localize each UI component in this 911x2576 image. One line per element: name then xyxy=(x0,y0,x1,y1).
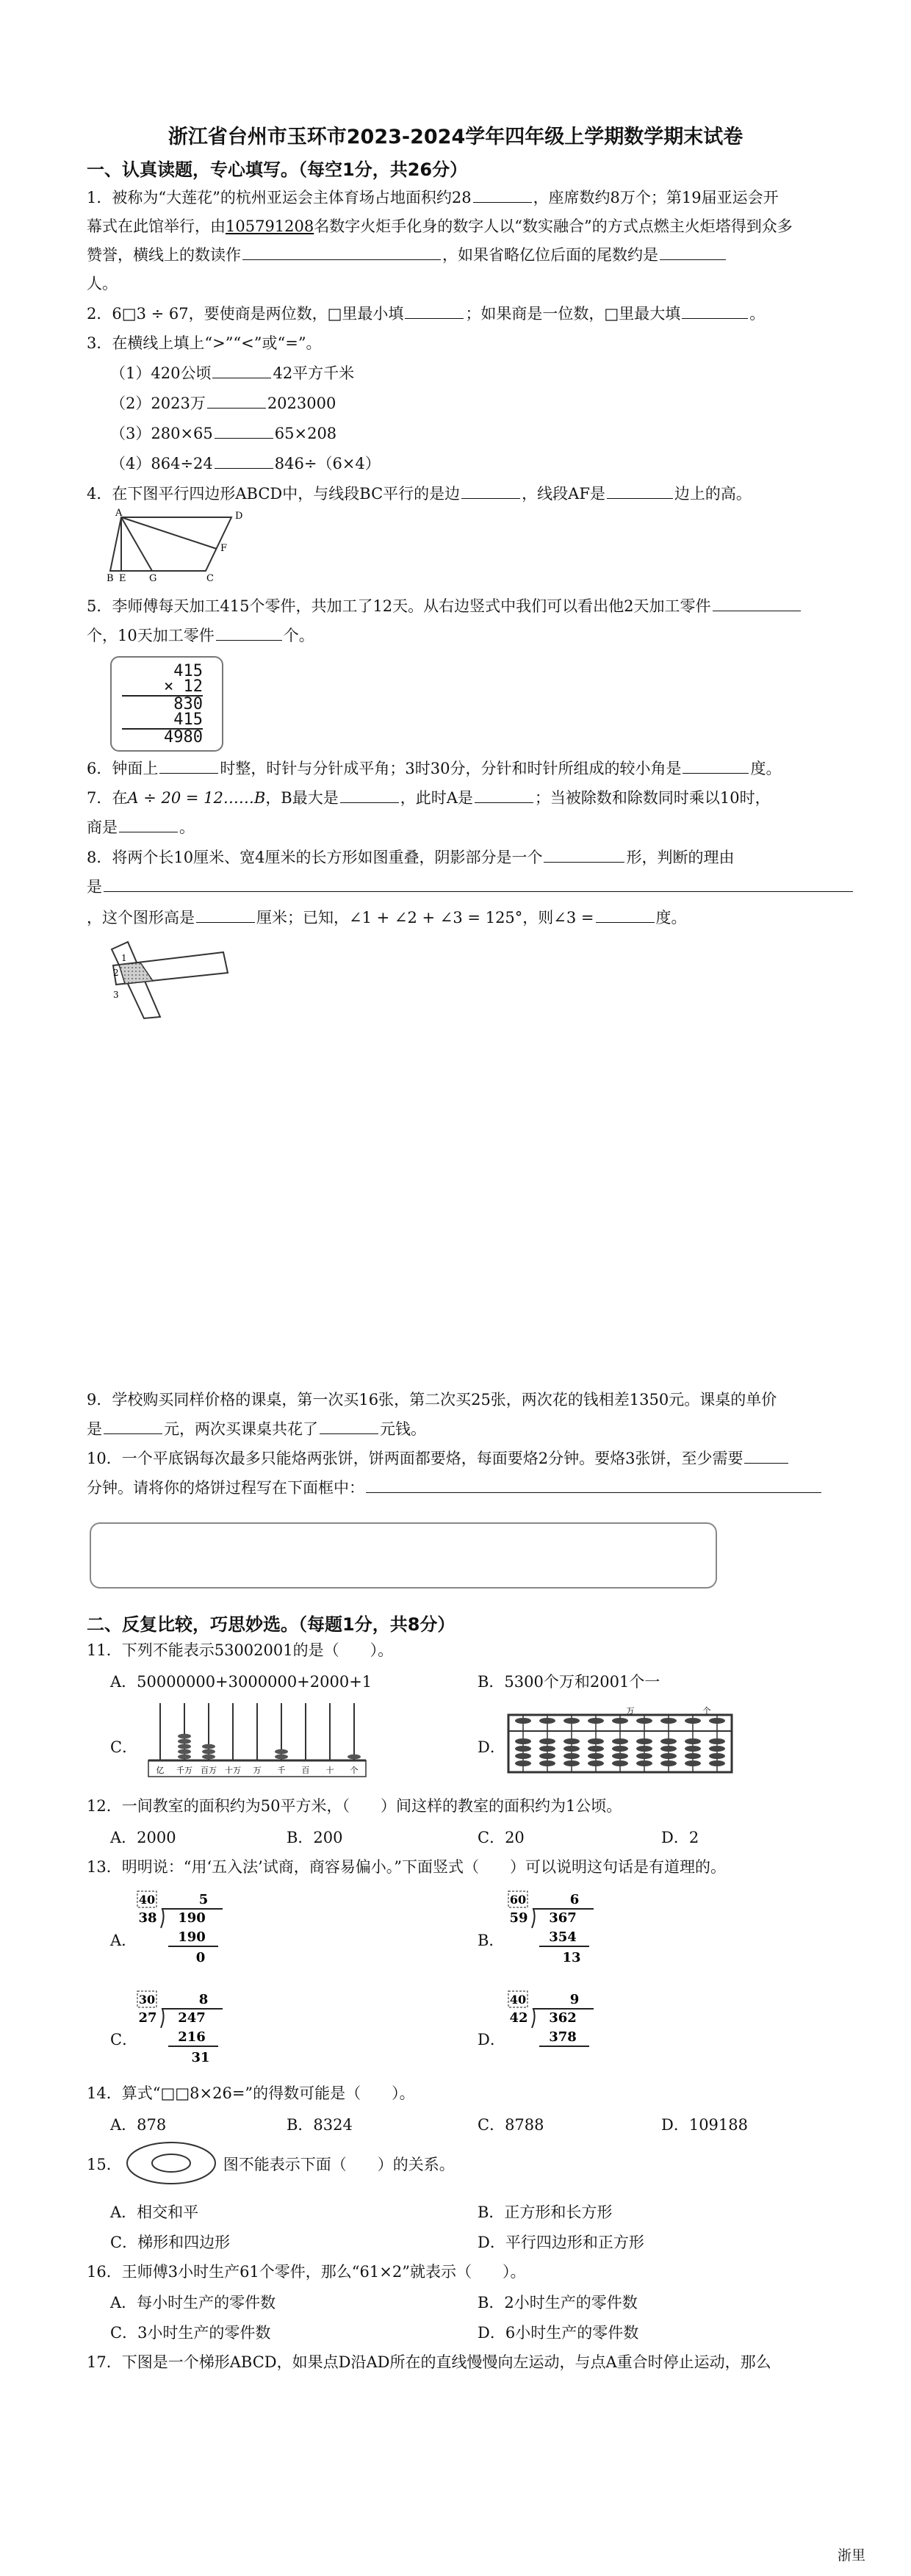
question-16-stem: 16．王师傅3小时生产61个零件，那么“61×2”就表示（ ）。 xyxy=(87,2263,526,2281)
suanpan-lower-bead xyxy=(515,1753,531,1759)
suanpan-lower-bead xyxy=(588,1760,604,1766)
abacus-place-label: 百 xyxy=(301,1766,310,1775)
abacus-bead xyxy=(178,1755,191,1760)
abacus-bead xyxy=(202,1755,215,1760)
suanpan-lower-bead xyxy=(515,1738,531,1744)
calc-line: 830 xyxy=(122,695,203,712)
q1-text: 幕式在此馆举行，由 xyxy=(87,217,226,235)
abacus-bead xyxy=(178,1744,191,1749)
q10-blank-1[interactable] xyxy=(744,1448,788,1464)
q7-text: ，此时A是 xyxy=(400,789,473,807)
q7-blank-3[interactable] xyxy=(119,817,178,832)
question-5-line-2 xyxy=(87,625,862,647)
dividend: 367 xyxy=(549,1910,577,1926)
q12-option-b[interactable]: B．200 xyxy=(287,1829,343,1846)
q15-option-c[interactable]: C．梯形和四边形 xyxy=(110,2234,231,2251)
suanpan-lower-bead xyxy=(612,1753,628,1759)
q5-text: 5．李师傅每天加工415个零件，共加工了12天。从右边竖式中我们可以看出他2天加工零件 xyxy=(87,597,711,615)
q7-text: ，B最大是 xyxy=(265,789,339,807)
calc-line: 415 xyxy=(173,710,203,729)
q12-option-c[interactable]: C．20 xyxy=(478,1829,525,1846)
question-5-line-1 xyxy=(87,595,862,617)
q3-blank-3[interactable] xyxy=(215,423,273,439)
suanpan-upper-bead xyxy=(636,1718,652,1724)
vertical-multiplication-box xyxy=(110,656,223,752)
q15-text: 15． xyxy=(87,2156,122,2173)
question-8-line-3 xyxy=(87,907,862,929)
q7-text: ；当被除数和除数同时乘以10时， xyxy=(534,789,771,807)
suanpan-lower-bead xyxy=(515,1746,531,1752)
suanpan-lower-bead xyxy=(660,1760,677,1766)
suanpan-lower-bead xyxy=(612,1760,628,1766)
suanpan-lower-bead xyxy=(539,1753,555,1759)
suanpan-lower-bead xyxy=(515,1760,531,1766)
parallelogram-figure xyxy=(107,508,261,582)
question-6 xyxy=(87,758,862,780)
suanpan-upper-bead xyxy=(515,1718,531,1724)
suanpan-lower-bead xyxy=(588,1738,604,1744)
suanpan-lower-bead xyxy=(539,1738,555,1744)
q10-text: 10．一个平底锅每次最多只能烙两张饼，饼两面都要烙，每面要烙2分钟。要烙3张饼，至少需要 xyxy=(87,1450,743,1467)
suanpan-lower-bead xyxy=(588,1753,604,1759)
q14-option-a[interactable]: A．878 xyxy=(110,2116,167,2134)
q3-blank-4[interactable] xyxy=(215,453,273,469)
q3-item-text: （2）2023万 xyxy=(110,395,206,412)
q3-item-text: 2023000 xyxy=(267,395,336,412)
q11-option-d[interactable]: D． xyxy=(478,1738,505,1756)
point-label: G xyxy=(149,573,157,582)
q2-blank-1[interactable] xyxy=(405,303,464,319)
q14-option-b[interactable]: B．8324 xyxy=(287,2116,353,2134)
q13-option-c[interactable]: C． xyxy=(110,2031,138,2048)
quotient: 8 xyxy=(198,1992,209,2007)
division-a xyxy=(136,1890,231,1971)
suanpan-lower-bead xyxy=(660,1738,677,1744)
suanpan-lower-bead xyxy=(660,1753,677,1759)
q8-text: 度。 xyxy=(655,909,687,927)
trial-quotient: 30 xyxy=(138,1993,156,2007)
q9-text: 是 xyxy=(87,1420,102,1438)
question-1-line-2 xyxy=(87,215,862,237)
angle-label: 1 xyxy=(121,953,127,963)
q11-option-a[interactable]: A．50000000+3000000+2000+1 xyxy=(110,1673,372,1691)
section-2-heading: 二、反复比较，巧思妙选。（每题1分，共8分） xyxy=(87,1614,455,1635)
abacus-place-label: 十 xyxy=(325,1766,334,1775)
q11-option-b[interactable]: B．5300个万和2001个一 xyxy=(478,1673,660,1691)
q6-text: 度。 xyxy=(750,760,782,777)
q7-expression: A ÷ 20 = 12……B xyxy=(127,789,266,807)
question-10-line-1 xyxy=(87,1447,862,1469)
q3-item-text: 65×208 xyxy=(274,425,337,442)
q3-item-text: （1）420公顷 xyxy=(110,364,212,382)
q5-text: 个，10天加工零件 xyxy=(87,627,215,644)
point-label: C xyxy=(206,573,214,582)
question-9-line-1: 9．学校购买同样价格的课桌，第一次买16张，第二次买25张，两次花的钱相差1350元。课桌的单价 xyxy=(87,1391,777,1408)
q11-option-c[interactable]: C． xyxy=(110,1738,138,1756)
q5-blank-2[interactable] xyxy=(216,625,282,641)
counting-abacus-figure xyxy=(147,1699,367,1778)
dividend: 190 xyxy=(178,1910,206,1926)
suanpan-lower-bead xyxy=(709,1746,725,1752)
question-11-stem: 11．下列不能表示53002001的是（ ）。 xyxy=(87,1641,394,1659)
q8-blank-2[interactable] xyxy=(196,907,255,923)
suanpan-upper-bead xyxy=(612,1718,628,1724)
q1-blank-2[interactable] xyxy=(242,245,441,260)
q4-text: 4．在下图平行四边形ABCD中，与线段BC平行的是边 xyxy=(87,485,461,503)
q6-text: 6．钟面上 xyxy=(87,760,159,777)
answer-box[interactable] xyxy=(90,1522,717,1589)
q16-option-a[interactable]: A．每小时生产的零件数 xyxy=(110,2294,276,2311)
abacus-bead xyxy=(178,1749,191,1755)
q1-number: 105791208 xyxy=(226,217,314,235)
q8-text: 厘米；已知，∠1 + ∠2 + ∠3 = 125°，则∠3 = xyxy=(256,909,594,927)
q9-blank-1[interactable] xyxy=(104,1419,162,1434)
question-13-stem: 13．明明说：“用‘五入法’试商，商容易偏小。”下面竖式（ ）可以说明这句话是有道理的。 xyxy=(87,1858,727,1876)
dividend: 362 xyxy=(549,2010,577,2026)
abacus-bead xyxy=(275,1755,288,1760)
q2-text: 。 xyxy=(749,305,766,323)
suanpan-lower-bead xyxy=(709,1753,725,1759)
suanpan-lower-bead xyxy=(709,1760,725,1766)
q8-blank-reason[interactable] xyxy=(104,877,853,892)
suanpan-upper-bead xyxy=(539,1718,555,1724)
suanpan-lower-bead xyxy=(636,1738,652,1744)
divisor: 42 xyxy=(509,2010,528,2026)
abacus-bead xyxy=(348,1755,361,1760)
q12-option-a[interactable]: A．2000 xyxy=(110,1829,176,1846)
q4-blank-1[interactable] xyxy=(461,483,520,499)
question-3-stem: 3．在横线上填上“>”“<”或“=”。 xyxy=(87,334,322,352)
q14-option-c[interactable]: C．8788 xyxy=(478,2116,544,2134)
suanpan-lower-bead xyxy=(563,1746,580,1752)
q7-blank-2[interactable] xyxy=(475,788,533,803)
point-label: D xyxy=(235,511,243,522)
outer-ellipse xyxy=(127,2143,215,2184)
question-8-line-2 xyxy=(87,876,862,898)
q15-option-b[interactable]: B．正方形和长方形 xyxy=(478,2203,613,2221)
suanpan-lower-bead xyxy=(563,1753,580,1759)
dividend: 247 xyxy=(178,2010,206,2026)
calc-line: 4980 xyxy=(122,728,203,745)
suanpan-upper-bead xyxy=(563,1718,580,1724)
q13-option-b[interactable]: B． xyxy=(478,1932,505,1949)
suanpan-figure xyxy=(507,1706,735,1774)
q2-blank-2[interactable] xyxy=(682,303,748,319)
height-line-af xyxy=(121,517,217,549)
q1-text: 1．被称为“大莲花”的杭州亚运会主体育场占地面积约28 xyxy=(87,189,472,206)
q13-option-d[interactable]: D． xyxy=(478,2031,505,2048)
suanpan-lower-bead xyxy=(685,1760,701,1766)
q16-option-b[interactable]: B．2小时生产的零件数 xyxy=(478,2294,638,2311)
page-footer: 浙里 xyxy=(837,2547,865,2564)
suanpan-lower-bead xyxy=(685,1753,701,1759)
remainder: 0 xyxy=(195,1950,206,1965)
suanpan-lower-bead xyxy=(636,1753,652,1759)
q3-item-3 xyxy=(110,422,885,445)
suanpan-upper-bead xyxy=(660,1718,677,1724)
question-4 xyxy=(87,483,862,505)
question-14-stem: 14．算式“□□8×26=”的得数可能是（ ）。 xyxy=(87,2084,415,2102)
point-label: B xyxy=(107,573,114,582)
q3-item-text: （3）280×65 xyxy=(110,425,213,442)
division-b xyxy=(507,1890,602,1971)
abacus-place-label: 十万 xyxy=(225,1766,241,1775)
q6-blank-2[interactable] xyxy=(683,758,749,774)
abacus-place-label: 千 xyxy=(277,1766,286,1775)
point-label: F xyxy=(220,543,228,554)
q3-item-4 xyxy=(110,453,885,475)
question-1-line-4: 人。 xyxy=(87,275,118,292)
q4-text: ，线段AF是 xyxy=(522,485,605,503)
remainder: 13 xyxy=(562,1950,581,1965)
trial-quotient: 40 xyxy=(509,1993,527,2007)
q1-text: ，如果省略亿位后面的尾数约是 xyxy=(442,246,658,264)
question-1-line-3 xyxy=(87,244,862,266)
q8-text: 是 xyxy=(87,878,102,896)
q10-text: 分钟。请将你的烙饼过程写在下面框中： xyxy=(87,1479,364,1497)
suanpan-lower-bead xyxy=(685,1738,701,1744)
q7-text: 商是 xyxy=(87,819,118,836)
parallelogram-outline xyxy=(110,517,231,571)
quotient: 6 xyxy=(569,1892,580,1907)
inner-ellipse xyxy=(152,2154,190,2172)
abacus-bead xyxy=(275,1749,288,1755)
question-7-line-1 xyxy=(87,787,862,809)
page-title: 浙江省台州市玉环市2023-2024学年四年级上学期数学期末试卷 xyxy=(168,126,743,148)
abacus-bead xyxy=(178,1734,191,1739)
q12-option-d[interactable]: D．2 xyxy=(661,1829,699,1846)
q9-blank-2[interactable] xyxy=(320,1419,378,1434)
suanpan-lower-bead xyxy=(539,1746,555,1752)
calc-line: 415 xyxy=(173,662,203,680)
q14-option-d[interactable]: D．109188 xyxy=(661,2116,749,2134)
division-c xyxy=(136,1990,231,2070)
q15-text: 图不能表示下面（ ）的关系。 xyxy=(223,2156,455,2173)
point-label: A xyxy=(115,508,123,519)
divisor: 27 xyxy=(138,2010,157,2026)
question-9-line-2 xyxy=(87,1418,862,1440)
q3-blank-2[interactable] xyxy=(207,393,266,409)
abacus-place-label: 亿 xyxy=(156,1766,165,1775)
abacus-bead xyxy=(202,1744,215,1749)
suanpan-lower-bead xyxy=(636,1760,652,1766)
quotient: 9 xyxy=(569,1992,580,2007)
q16-option-d[interactable]: D．6小时生产的零件数 xyxy=(478,2324,639,2342)
quotient: 5 xyxy=(198,1892,209,1907)
suanpan-place-label: 个 xyxy=(702,1706,711,1716)
shaded-overlap xyxy=(119,963,153,984)
product: 354 xyxy=(549,1929,577,1945)
suanpan-lower-bead xyxy=(588,1746,604,1752)
q3-item-text: 846÷（6×4） xyxy=(274,455,381,472)
q8-text: 形，判断的理由 xyxy=(626,849,735,866)
q1-blank-1[interactable] xyxy=(473,187,532,203)
division-d xyxy=(507,1990,602,2070)
q9-text: 元钱。 xyxy=(380,1420,426,1438)
q8-text: 8．将两个长10厘米、宽4厘米的长方形如图重叠，阴影部分是一个 xyxy=(87,849,543,866)
product: 378 xyxy=(549,2029,577,2045)
q8-text: ，这个图形高是 xyxy=(87,909,195,927)
suanpan-lower-bead xyxy=(685,1746,701,1752)
q15-option-d[interactable]: D．平行四边形和正方形 xyxy=(478,2234,644,2251)
angle-label: 2 xyxy=(113,968,119,978)
q7-text: 。 xyxy=(179,819,195,836)
q6-blank-1[interactable] xyxy=(159,758,218,774)
q1-text: 赞誉，横线上的数读作 xyxy=(87,246,241,264)
q4-blank-2[interactable] xyxy=(607,483,673,499)
abacus-place-label: 千万 xyxy=(176,1766,192,1775)
abacus-bead xyxy=(202,1749,215,1755)
q3-item-text: （4）864÷24 xyxy=(110,455,213,472)
q2-text: 2．6□3 ÷ 67，要使商是两位数，□里最小填 xyxy=(87,305,404,323)
divisor: 59 xyxy=(509,1910,528,1926)
question-12-stem: 12．一间教室的面积约为50平方米，（ ）间这样的教室的面积约为1公顷。 xyxy=(87,1797,622,1815)
angle-label: 3 xyxy=(113,990,119,1000)
suanpan-upper-bead xyxy=(709,1718,725,1724)
suanpan-place-label: 万 xyxy=(626,1706,635,1716)
q9-text: 元，两次买课桌共花了 xyxy=(164,1420,318,1438)
abacus-place-label: 百万 xyxy=(201,1766,217,1775)
question-2 xyxy=(87,303,862,325)
suanpan-lower-bead xyxy=(612,1738,628,1744)
q8-blank-3[interactable] xyxy=(596,907,655,923)
product: 216 xyxy=(178,2029,206,2045)
abacus-place-label: 个 xyxy=(350,1766,359,1775)
q4-text: 边上的高。 xyxy=(674,485,752,503)
calc-line: × 12 xyxy=(164,677,203,696)
divisor: 38 xyxy=(138,1910,157,1926)
q5-blank-1[interactable] xyxy=(713,596,801,611)
remainder: 31 xyxy=(191,2050,210,2065)
q16-option-c[interactable]: C．3小时生产的零件数 xyxy=(110,2324,271,2342)
q3-blank-1[interactable] xyxy=(212,363,271,378)
section-1-heading: 一、认真读题，专心填写。（每空1分，共26分） xyxy=(87,159,468,180)
suanpan-lower-bead xyxy=(563,1738,580,1744)
question-8-line-1 xyxy=(87,846,862,868)
trial-quotient: 40 xyxy=(138,1893,156,1907)
nested-ellipses-figure xyxy=(123,2140,219,2187)
q6-text: 时整，时针与分针成平角；3时30分，分针和时针所组成的较小角是 xyxy=(220,760,682,777)
trial-quotient: 60 xyxy=(509,1893,527,1907)
suanpan-lower-bead xyxy=(539,1760,555,1766)
product: 190 xyxy=(178,1929,206,1945)
suanpan-lower-bead xyxy=(563,1760,580,1766)
q8-blank-1[interactable] xyxy=(544,847,624,863)
q5-text: 个。 xyxy=(283,627,314,644)
suanpan-upper-bead xyxy=(588,1718,604,1724)
question-17-stem: 17．下图是一个梯形ABCD，如果点D沿AD所在的直线慢慢向左运动，与点A重合时停止运动，那么 xyxy=(87,2353,771,2371)
suanpan-lower-bead xyxy=(709,1738,725,1744)
abacus-bead xyxy=(178,1739,191,1744)
q1-blank-3[interactable] xyxy=(660,245,726,260)
q10-blank-2[interactable] xyxy=(366,1478,821,1493)
q1-text: ，座席数约8万个；第19届亚运会开 xyxy=(533,189,779,206)
suanpan-upper-bead xyxy=(685,1718,701,1724)
q3-item-text: 42平方千米 xyxy=(273,364,355,382)
q15-option-a[interactable]: A．相交和平 xyxy=(110,2203,199,2221)
q7-text: 7．在 xyxy=(87,789,128,807)
abacus-place-label: 万 xyxy=(253,1766,262,1775)
question-10-line-2 xyxy=(87,1477,862,1499)
point-label: E xyxy=(119,573,126,582)
suanpan-lower-bead xyxy=(636,1746,652,1752)
overlapping-rectangles-figure xyxy=(109,940,234,1020)
q3-item-2 xyxy=(110,392,885,414)
q3-item-1 xyxy=(110,362,885,384)
q2-text: ；如果商是一位数，□里最大填 xyxy=(465,305,681,323)
question-1-line-1 xyxy=(87,187,862,209)
q13-option-a[interactable]: A． xyxy=(110,1932,137,1949)
q7-blank-1[interactable] xyxy=(340,788,399,803)
q1-text: 名数字火炬手化身的数字人以“数实融合”的方式点燃主火炬塔得到众多 xyxy=(314,217,793,235)
question-7-line-2 xyxy=(87,816,862,838)
suanpan-lower-bead xyxy=(612,1746,628,1752)
suanpan-lower-bead xyxy=(660,1746,677,1752)
